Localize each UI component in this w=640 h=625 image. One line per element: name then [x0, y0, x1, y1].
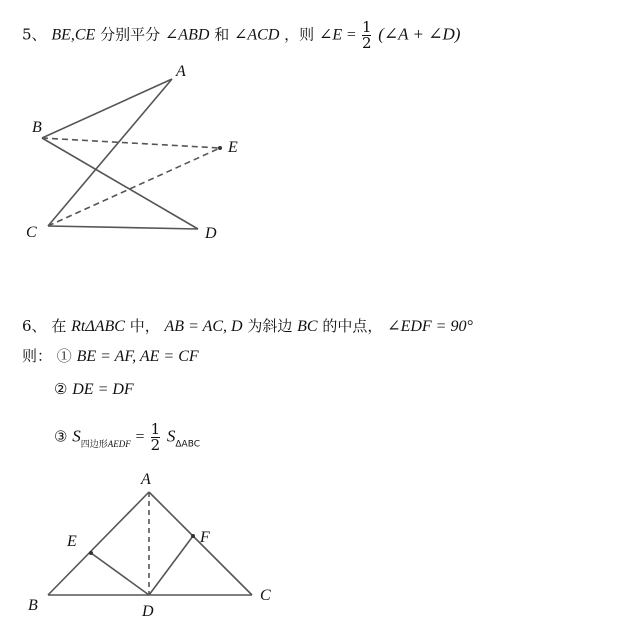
- problem-5-lead: BE,CE: [51, 26, 96, 44]
- label-e5: E: [228, 139, 238, 156]
- conclusion-2: [54, 379, 134, 400]
- segment-fd6: [149, 536, 193, 595]
- conclusion-2-mark: ②: [54, 380, 68, 398]
- problem-5-text1: 分别平分: [100, 25, 165, 44]
- segment-ed6: [91, 553, 149, 595]
- problem-6-statement: [22, 316, 473, 337]
- segment-ce-dashed: [48, 148, 220, 226]
- conclusion-1-text: BE = AF, AE = CF: [76, 348, 199, 365]
- conclusion-3-s2: S: [166, 426, 176, 446]
- problem-5-number: 5、: [22, 25, 47, 44]
- problem-6-hyp: BC: [297, 318, 318, 335]
- problem-5-angle2: ∠ACD: [233, 26, 280, 44]
- conclusion-3-num: 1: [150, 420, 161, 438]
- point-e6-dot: [89, 551, 93, 555]
- problem-6-triangle: RtΔABC: [71, 318, 125, 335]
- point-e-dot: [218, 146, 222, 150]
- problem-6-text1: 在: [51, 317, 72, 335]
- problem-5-lhs: ∠E: [318, 26, 343, 44]
- problem-6-number: 6、: [22, 317, 47, 335]
- problem-5-angle1: ∠ABD: [164, 26, 210, 44]
- label-e6: E: [67, 533, 77, 550]
- label-f6: F: [200, 529, 210, 546]
- conclusion-3-sub-cn: 四边形: [80, 439, 108, 450]
- conclusion-3-eq: =: [135, 428, 149, 446]
- problem-6-text4: 的中点，: [322, 317, 383, 335]
- conclusion-3-sub-it: AEDF: [107, 438, 131, 449]
- conclusion-3-sub2: ΔABC: [175, 439, 201, 450]
- conclusion-3-fraction: [151, 422, 161, 453]
- problem-5-text2: 和: [214, 25, 234, 44]
- conclusion-3: [54, 422, 200, 455]
- conclusion-3-den: 2: [150, 436, 161, 454]
- problem-6-cond2: ∠EDF = 90°: [387, 318, 473, 335]
- then-label: 则：: [22, 347, 53, 365]
- problem-5-eq: =: [346, 26, 360, 44]
- problem-5-text3: ，则: [284, 25, 319, 44]
- label-b5: B: [32, 119, 42, 136]
- label-a5: A: [176, 63, 186, 80]
- conclusion-1: [22, 346, 199, 367]
- label-b6: B: [28, 597, 38, 614]
- label-d5: D: [205, 225, 217, 242]
- problem-6-text3: 为斜边: [247, 317, 298, 335]
- problem-5-frac-den: 2: [361, 34, 372, 52]
- problem-6-text2: 中，: [129, 317, 160, 335]
- segment-ba: [42, 79, 172, 138]
- label-c5: C: [26, 224, 37, 241]
- conclusion-2-text: DE = DF: [72, 381, 134, 398]
- conclusion-1-mark: ①: [56, 347, 72, 365]
- label-d6: D: [142, 603, 154, 620]
- segment-cd: [48, 226, 198, 229]
- conclusion-3-mark: ③: [54, 427, 68, 446]
- problem-6-cond1: AB = AC, D: [164, 318, 243, 335]
- segment-bd: [42, 138, 198, 229]
- segment-ba6: [48, 492, 149, 595]
- problem-5-frac-num: 1: [361, 18, 372, 36]
- label-c6: C: [260, 587, 271, 604]
- conclusion-3-s: S: [72, 426, 81, 446]
- label-a6: A: [141, 471, 151, 488]
- conclusion-3-sub: [81, 440, 131, 450]
- point-f6-dot: [191, 534, 195, 538]
- problem-5-rhs: (∠A + ∠D): [378, 24, 461, 44]
- segment-be-dashed: [42, 138, 220, 148]
